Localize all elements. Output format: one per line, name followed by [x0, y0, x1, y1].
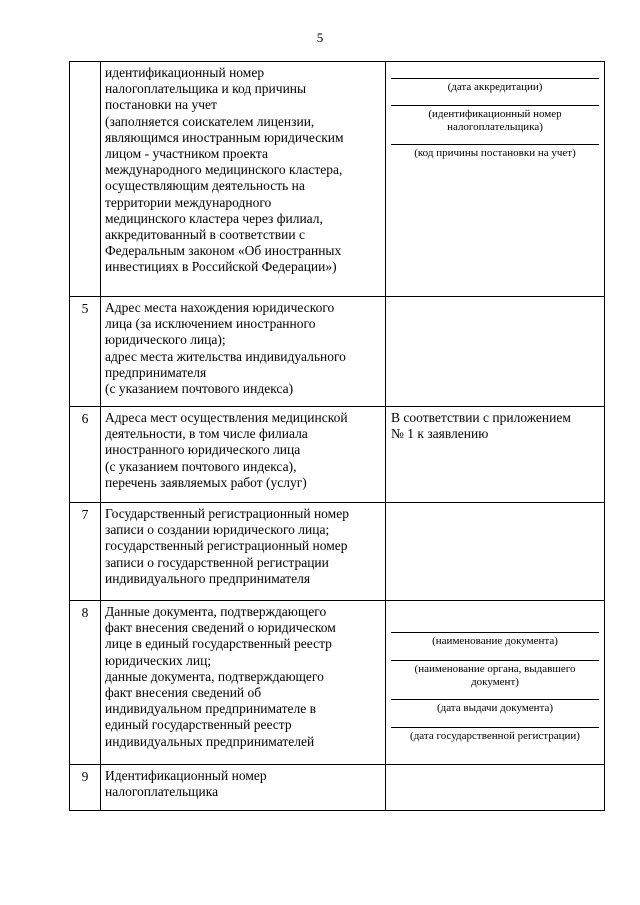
document-name-caption: (наименование документа)	[391, 632, 599, 648]
desc-line: лице в единый государственный реестр	[105, 636, 332, 652]
table-row	[70, 407, 605, 503]
row-value	[386, 601, 605, 765]
desc-line: перечень заявляемых работ (услуг)	[105, 474, 307, 490]
kpp-caption: (код причины постановки на учет)	[391, 144, 599, 160]
desc-line: факт внесения сведений об	[105, 685, 262, 701]
desc-line: данные документа, подтверждающего	[105, 668, 324, 684]
table-row	[70, 601, 605, 765]
desc-line: иностранного юридического лица	[105, 442, 301, 458]
table-row	[70, 503, 605, 601]
desc-line: налогоплательщика и код причины	[105, 81, 307, 97]
row-value	[386, 765, 605, 811]
desc-line: международного медицинского кластера,	[105, 162, 343, 178]
desc-line: медицинского кластера через филиал,	[105, 210, 323, 226]
desc-line: записи о создании юридического лица;	[105, 522, 330, 538]
page-number: 5	[316, 30, 324, 45]
desc-line: Идентификационный номер	[105, 768, 267, 783]
value-line: В соответствии с приложением	[391, 410, 571, 425]
desc-line: Данные документа, подтверждающего	[105, 604, 327, 619]
row-description	[101, 601, 386, 765]
row-number: 6	[70, 407, 101, 503]
issue-date-caption: (дата выдачи документа)	[391, 699, 599, 715]
table-row	[70, 62, 605, 297]
row-number	[70, 62, 101, 297]
row-description	[101, 503, 386, 601]
desc-line: (с указанием почтового индекса),	[105, 458, 297, 474]
desc-line: лицом - участником проекта	[105, 146, 268, 162]
desc-line: налогоплательщика	[105, 784, 219, 800]
desc-line: Государственный регистрационный номер	[105, 506, 349, 521]
desc-line: записи о государственной регистрации	[105, 554, 329, 570]
tin-caption: (идентификационный номер налогоплательщика)	[391, 105, 599, 134]
desc-line: государственный регистрационный номер	[105, 538, 348, 554]
row-value	[386, 297, 605, 407]
desc-line: юридических лиц;	[105, 652, 212, 668]
row-number: 7	[70, 503, 101, 601]
row-value	[386, 62, 605, 297]
application-form-table	[69, 61, 605, 811]
desc-line: инвестициях в Российской Федерации»)	[105, 259, 337, 275]
desc-line: индивидуальном предпринимателе в	[105, 701, 316, 717]
desc-line: Федеральным законом «Об иностранных	[105, 243, 342, 259]
row-description	[101, 765, 386, 811]
row-description	[101, 407, 386, 503]
desc-line: (заполняется соискателем лицензии,	[105, 113, 315, 129]
row-description	[101, 62, 386, 297]
desc-line: индивидуального предпринимателя	[105, 570, 311, 586]
desc-line: аккредитованный в соответствии с	[105, 227, 305, 243]
row-value	[386, 503, 605, 601]
desc-line: факт внесения сведений о юридическом	[105, 620, 336, 636]
desc-line: территории международного	[105, 194, 272, 210]
desc-line: осуществляющим деятельность на	[105, 178, 305, 194]
registration-date-caption: (дата государственной регистрации)	[391, 727, 599, 743]
row-number: 5	[70, 297, 101, 407]
desc-line: деятельности, в том числе филиала	[105, 426, 308, 442]
row-number: 8	[70, 601, 101, 765]
desc-line: предпринимателя	[105, 364, 207, 380]
table-row	[70, 765, 605, 811]
desc-line: юридического лица);	[105, 332, 226, 348]
issuing-authority-caption: (наименование органа, выдавшего документ)	[391, 660, 599, 689]
row-number: 9	[70, 765, 101, 811]
desc-line: адрес места жительства индивидуального	[105, 348, 346, 364]
desc-line: постановки на учет	[105, 97, 217, 113]
table-row	[70, 297, 605, 407]
desc-line: индивидуальных предпринимателей	[105, 733, 315, 749]
desc-line: Адрес места нахождения юридического	[105, 300, 335, 315]
desc-line: лица (за исключением иностранного	[105, 316, 316, 332]
desc-line: Адреса мест осуществления медицинской	[105, 410, 348, 425]
accreditation-date-caption: (дата аккредитации)	[391, 78, 599, 94]
desc-line: являющимся иностранным юридическим	[105, 129, 344, 145]
value-line: № 1 к заявлению	[391, 426, 489, 442]
desc-line: (с указанием почтового индекса)	[105, 381, 294, 397]
row-description	[101, 297, 386, 407]
row-value	[386, 407, 605, 503]
desc-line: идентификационный номер	[105, 65, 265, 80]
desc-line: единый государственный реестр	[105, 717, 292, 733]
